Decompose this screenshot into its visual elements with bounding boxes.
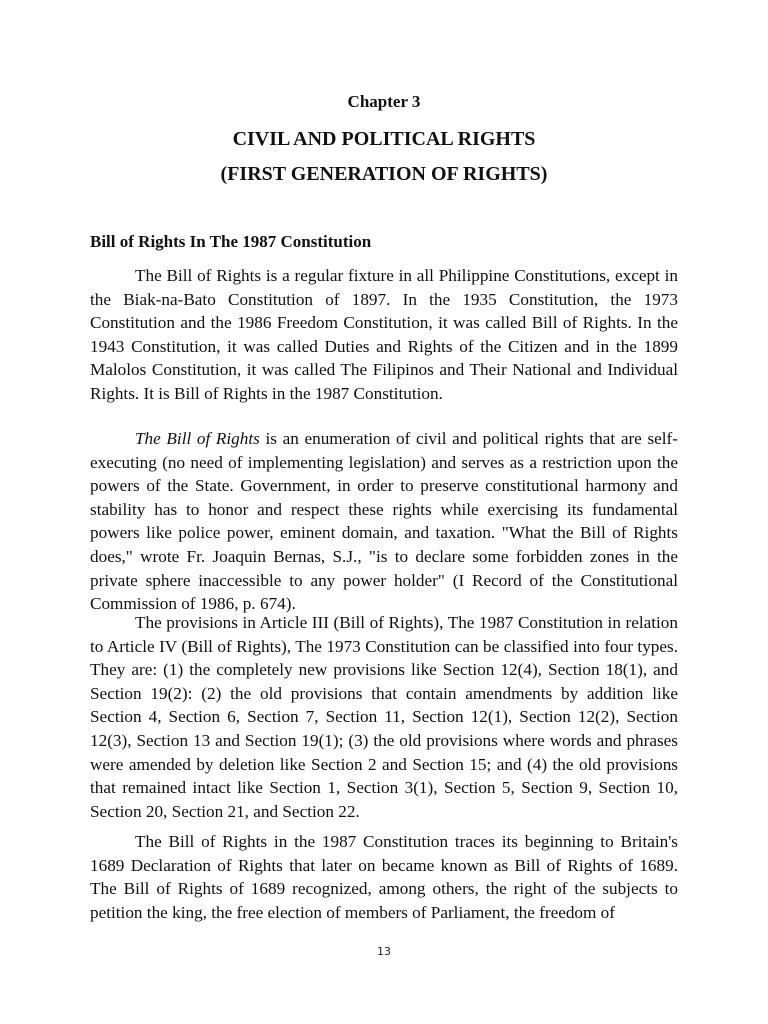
- paragraph-2-body: is an enumeration of civil and political rights that are self-executing (no need of implementing legislation) and serves as a restriction upon the powers of the State. Government, in order to preserve constitutional harmony and stability has to honor and respect these rights while exercising its fundamental powers like police power, eminent domain, and taxation. "What the Bill of Rights does," wrote Fr. Joaquin Bernas, S.J., "is to declare some forbidden zones in the private sphere inaccessible to any power holder" (I Record of the Constitutional Commission of 1986, p. 674).: [90, 429, 678, 614]
- bill-of-rights-italic-term: The Bill of Rights: [135, 429, 260, 448]
- page-number: 13: [377, 945, 391, 958]
- paragraph-3-text: The provisions in Article III (Bill of Rights), The 1987 Constitution in relation to Article IV (Bill of Rights), The 1973 Constitution can be classified into four types. They are: (1) the completely new provisions like Section 12(4), Section 18(1), and Section 19(2): (2) the old provisions that contain amendments by addition like Section 4, Section 6, Section 7, Section 11, Section 12(1), Section 12(2), Section 12(3), Section 13 and Section 19(1); (3) the old provisions where words and phrases were amended by deletion like Section 2 and Section 15; and (4) the old provisions that remained intact like Section 1, Section 3(1), Section 5, Section 9, Section 10, Section 20, Section 21, and Section 22.: [90, 613, 678, 821]
- paragraph-4: [90, 830, 678, 924]
- chapter-title-line-1: CIVIL AND POLITICAL RIGHTS: [232, 128, 536, 150]
- paragraph-2: [90, 427, 678, 616]
- section-heading: Bill of Rights In The 1987 Constitution: [90, 232, 372, 251]
- paragraph-1-text: The Bill of Rights is a regular fixture in all Philippine Constitutions, except in the Biak-na-Bato Constitution of 1897. In the 1935 Constitution, the 1973 Constitution and the 1986 Freedom Constitution, it was called Bill of Rights. In the 1943 Constitution, it was called Duties and Rights of the Citizen and in the 1899 Malolos Constitution, it was called The Filipinos and Their National and Individual Rights. It is Bill of Rights in the 1987 Constitution.: [90, 266, 678, 403]
- chapter-label: Chapter 3: [347, 92, 421, 111]
- chapter-title-line-2: (FIRST GENERATION OF RIGHTS): [220, 163, 548, 185]
- paragraph-4-text: The Bill of Rights in the 1987 Constitution traces its beginning to Britain's 1689 Declaration of Rights that later on became known as Bill of Rights of 1689. The Bill of Rights of 1689 recognized, among others, the right of the subjects to petition the king, the free election of members of Parliament, the freedom of: [90, 832, 678, 922]
- paragraph-2-text: [90, 427, 678, 616]
- paragraph-1: [90, 264, 678, 406]
- paragraph-3: [90, 611, 678, 823]
